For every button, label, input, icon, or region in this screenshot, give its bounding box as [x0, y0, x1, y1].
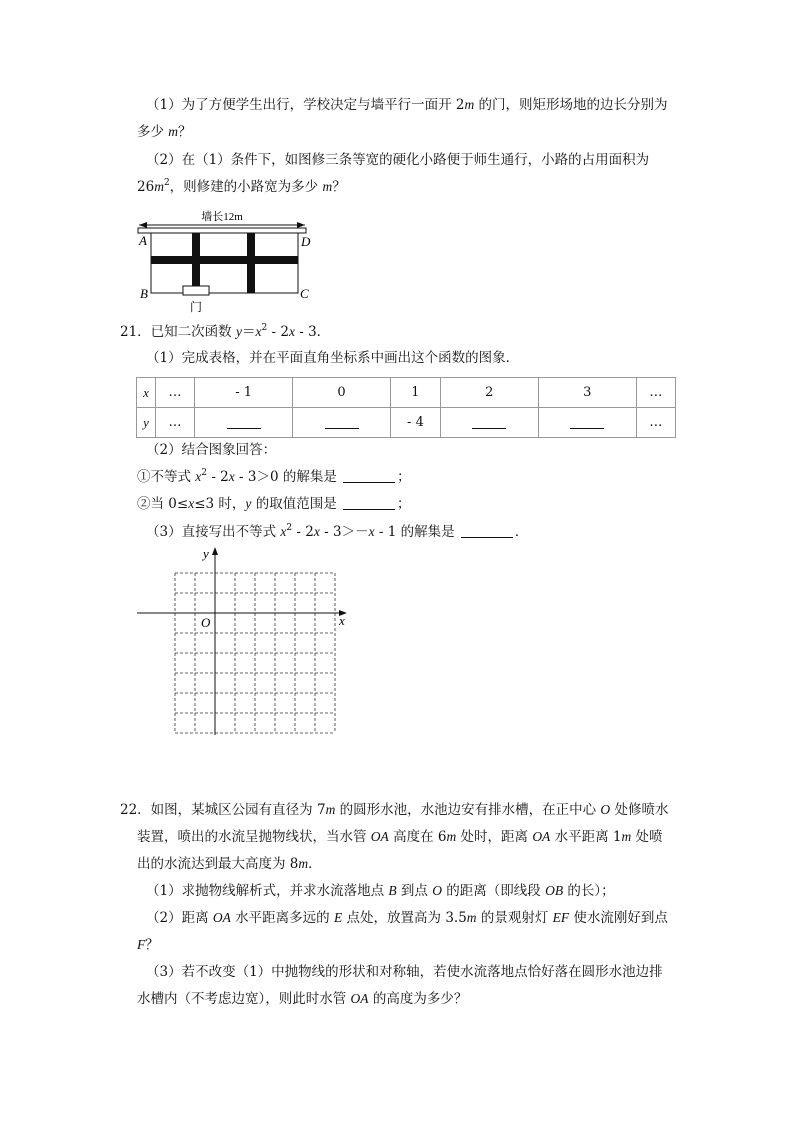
segment-EF: EF: [552, 910, 570, 925]
var: x: [313, 524, 320, 539]
text: - 3＞0 的解集是: [234, 469, 342, 485]
table-blank-cell[interactable]: [195, 408, 293, 438]
text: - 3．: [294, 324, 331, 340]
wall-strip: [138, 228, 306, 233]
text: - 3＞－: [319, 524, 369, 540]
table-cell: 2: [440, 378, 538, 408]
text: 26: [137, 179, 155, 195]
text: ，则修建的小路宽为多少: [169, 179, 323, 195]
coordinate-grid: [135, 545, 355, 740]
text: ②当 0≤: [137, 496, 189, 512]
var: y: [245, 496, 252, 511]
text: （3）直接写出不等式: [146, 524, 281, 540]
table-blank-cell[interactable]: [538, 408, 636, 438]
door-label: 门: [189, 300, 203, 314]
text: ？: [145, 937, 159, 953]
superscript: 2: [286, 523, 293, 533]
segment-OA: OA: [212, 910, 231, 925]
text: 处修喷水: [610, 802, 669, 818]
q20-part2-line2: [137, 177, 346, 197]
field-figure: [135, 203, 315, 318]
answer-blank[interactable]: [343, 495, 395, 510]
table-cell: …: [636, 408, 675, 438]
q21-part2: [146, 440, 276, 460]
vertex-C: C: [300, 286, 309, 301]
unit-m: m: [466, 910, 477, 925]
text: - 2: [267, 324, 289, 340]
answer-blank: [472, 412, 506, 429]
table-cell: …: [636, 378, 675, 408]
superscript: 2: [261, 323, 268, 333]
var: x: [280, 524, 287, 539]
vertex-D: D: [301, 234, 311, 249]
unit-m: m: [154, 179, 164, 194]
unit-m: m: [168, 124, 179, 139]
vertex-A: A: [139, 233, 147, 248]
answer-blank: [325, 412, 359, 429]
q22-part2-line1: [146, 908, 668, 928]
text: ．: [308, 856, 322, 872]
segment-OA: OA: [532, 829, 551, 844]
table-cell: 1: [391, 378, 441, 408]
var: x: [195, 469, 202, 484]
point-E: E: [333, 910, 343, 925]
text: （1）求抛物线解析式，并求水流落地点: [146, 883, 389, 899]
path-vertical-right: [247, 233, 255, 293]
var: y: [235, 324, 242, 339]
var: x: [288, 324, 295, 339]
unit-m: m: [621, 829, 632, 844]
answer-blank: [227, 412, 261, 429]
text: 水平距离 1: [550, 829, 622, 845]
text: ①不等式: [137, 469, 196, 485]
text: 出的水流达到最大高度为 8: [137, 856, 299, 872]
text: 水槽内（不考虑边宽），则此时水管: [137, 991, 351, 1007]
q20-part1-line2: [137, 122, 192, 142]
answer-blank[interactable]: [343, 468, 395, 483]
q22-part3-line2: [137, 989, 467, 1009]
var: x: [188, 496, 195, 511]
segment-OB: OB: [545, 883, 564, 898]
text: ；: [397, 496, 411, 512]
text: （3）若不改变（1）中抛物线的形状和对称轴，若使水流落地点恰好落在圆形水池边排: [146, 964, 663, 980]
text: ．: [514, 524, 529, 540]
point-O: O: [600, 802, 611, 817]
table-cell: …: [155, 378, 194, 408]
text: 装置，喷出的水流呈抛物线状，当水管: [137, 829, 371, 845]
point-F: F: [137, 937, 146, 952]
y-axis-label: y: [203, 546, 209, 561]
q22-part2-line2: [137, 935, 159, 955]
superscript: 2: [201, 468, 208, 478]
q21-part1: [146, 348, 519, 368]
left-arrow-icon: [139, 222, 147, 228]
text: ＝: [241, 324, 256, 340]
table-cell: - 4: [391, 408, 441, 438]
text: 21．已知二次函数: [120, 324, 236, 340]
text: 处喷: [631, 829, 663, 845]
q21-stem: [120, 322, 330, 342]
text: - 2: [207, 469, 229, 485]
segment-OA: OA: [370, 829, 389, 844]
path-horizontal: [151, 256, 298, 264]
text: 处时，距离: [456, 829, 533, 845]
text: 点处，放置高为 3.5: [342, 910, 467, 926]
segment-OA: OA: [350, 991, 369, 1006]
q22-stem-line3: [137, 854, 322, 874]
table-cell: y: [137, 408, 156, 438]
text: - 2: [292, 524, 314, 540]
vertex-B: B: [140, 286, 148, 301]
grid-lines: [175, 573, 335, 733]
table-cell: 0: [293, 378, 391, 408]
table-row-x: [137, 378, 676, 408]
x-axis-label: x: [339, 613, 345, 628]
var: x: [255, 324, 262, 339]
point-O: O: [432, 883, 442, 898]
text: 的距离（即线段: [441, 883, 546, 899]
text: （1）完成表格，并在平面直角坐标系中画出这个函数的图象．: [146, 350, 520, 366]
text: 多少: [137, 124, 169, 140]
origin-label: O: [201, 615, 211, 630]
text: 水平距离多远的: [230, 910, 334, 926]
answer-blank: [570, 412, 604, 429]
q21-part2-item2: [137, 494, 411, 514]
text: （2）在（1）条件下，如图修三条等宽的硬化小路便于师生通行，小路的占用面积为: [146, 152, 650, 168]
var: x: [368, 524, 375, 539]
text: 22．如图，某城区公园有直径为 7: [120, 802, 326, 818]
answer-blank[interactable]: [461, 523, 513, 538]
text: ？: [178, 124, 192, 140]
unit-m: m: [446, 829, 457, 844]
q21-part2-item1: [137, 467, 411, 487]
unit-m: m: [322, 179, 333, 194]
table-row-y: [137, 408, 676, 438]
unit-m: m: [464, 97, 475, 112]
text: （1）为了方便学生出行，学校决定与墙平行一面开 2: [146, 97, 465, 113]
q20-part2-line1: [146, 150, 649, 170]
table-cell: x: [137, 378, 156, 408]
wall-label: 墙长12m: [201, 211, 243, 223]
q22-stem-line1: [120, 800, 668, 820]
text: ；: [397, 469, 411, 485]
q20-part1-line1: [146, 95, 668, 115]
q22-stem-line2: [137, 827, 663, 847]
text: 使水流刚好到点: [569, 910, 668, 926]
q21-part3: [146, 522, 528, 542]
path-vertical-left: [192, 233, 200, 293]
text: （2）结合图象回答：: [146, 442, 277, 458]
y-axis-arrow-icon: [212, 547, 218, 555]
door-rect: [183, 286, 209, 295]
var: x: [228, 469, 235, 484]
right-arrow-icon: [297, 222, 305, 228]
text: ？: [332, 179, 346, 195]
text: 的景观射灯: [476, 910, 553, 926]
q22-part3-line1: [146, 962, 663, 982]
text: 的长）；: [563, 883, 615, 899]
table-cell: - 1: [195, 378, 293, 408]
text: 高度在 6: [388, 829, 447, 845]
text: 的高度为多少？: [368, 991, 468, 1007]
point-B: B: [388, 883, 397, 898]
q22-part1: [146, 881, 615, 901]
text: （2）距离: [146, 910, 213, 926]
table-blank-cell[interactable]: [293, 408, 391, 438]
table-cell: 3: [538, 378, 636, 408]
text: ≤3 时，: [194, 496, 246, 512]
table-blank-cell[interactable]: [440, 408, 538, 438]
value-table: [136, 377, 676, 438]
table-cell: …: [155, 408, 194, 438]
unit-m: m: [325, 802, 336, 817]
text: 到点: [396, 883, 433, 899]
text: - 1 的解集是: [374, 524, 459, 540]
text: 的取值范围是: [251, 496, 341, 512]
text: 的门，则矩形场地的边长分别为: [474, 97, 668, 113]
text: 的圆形水池，水池边安有排水槽，在正中心: [335, 802, 601, 818]
unit-m: m: [298, 856, 309, 871]
superscript: 2: [163, 178, 170, 188]
